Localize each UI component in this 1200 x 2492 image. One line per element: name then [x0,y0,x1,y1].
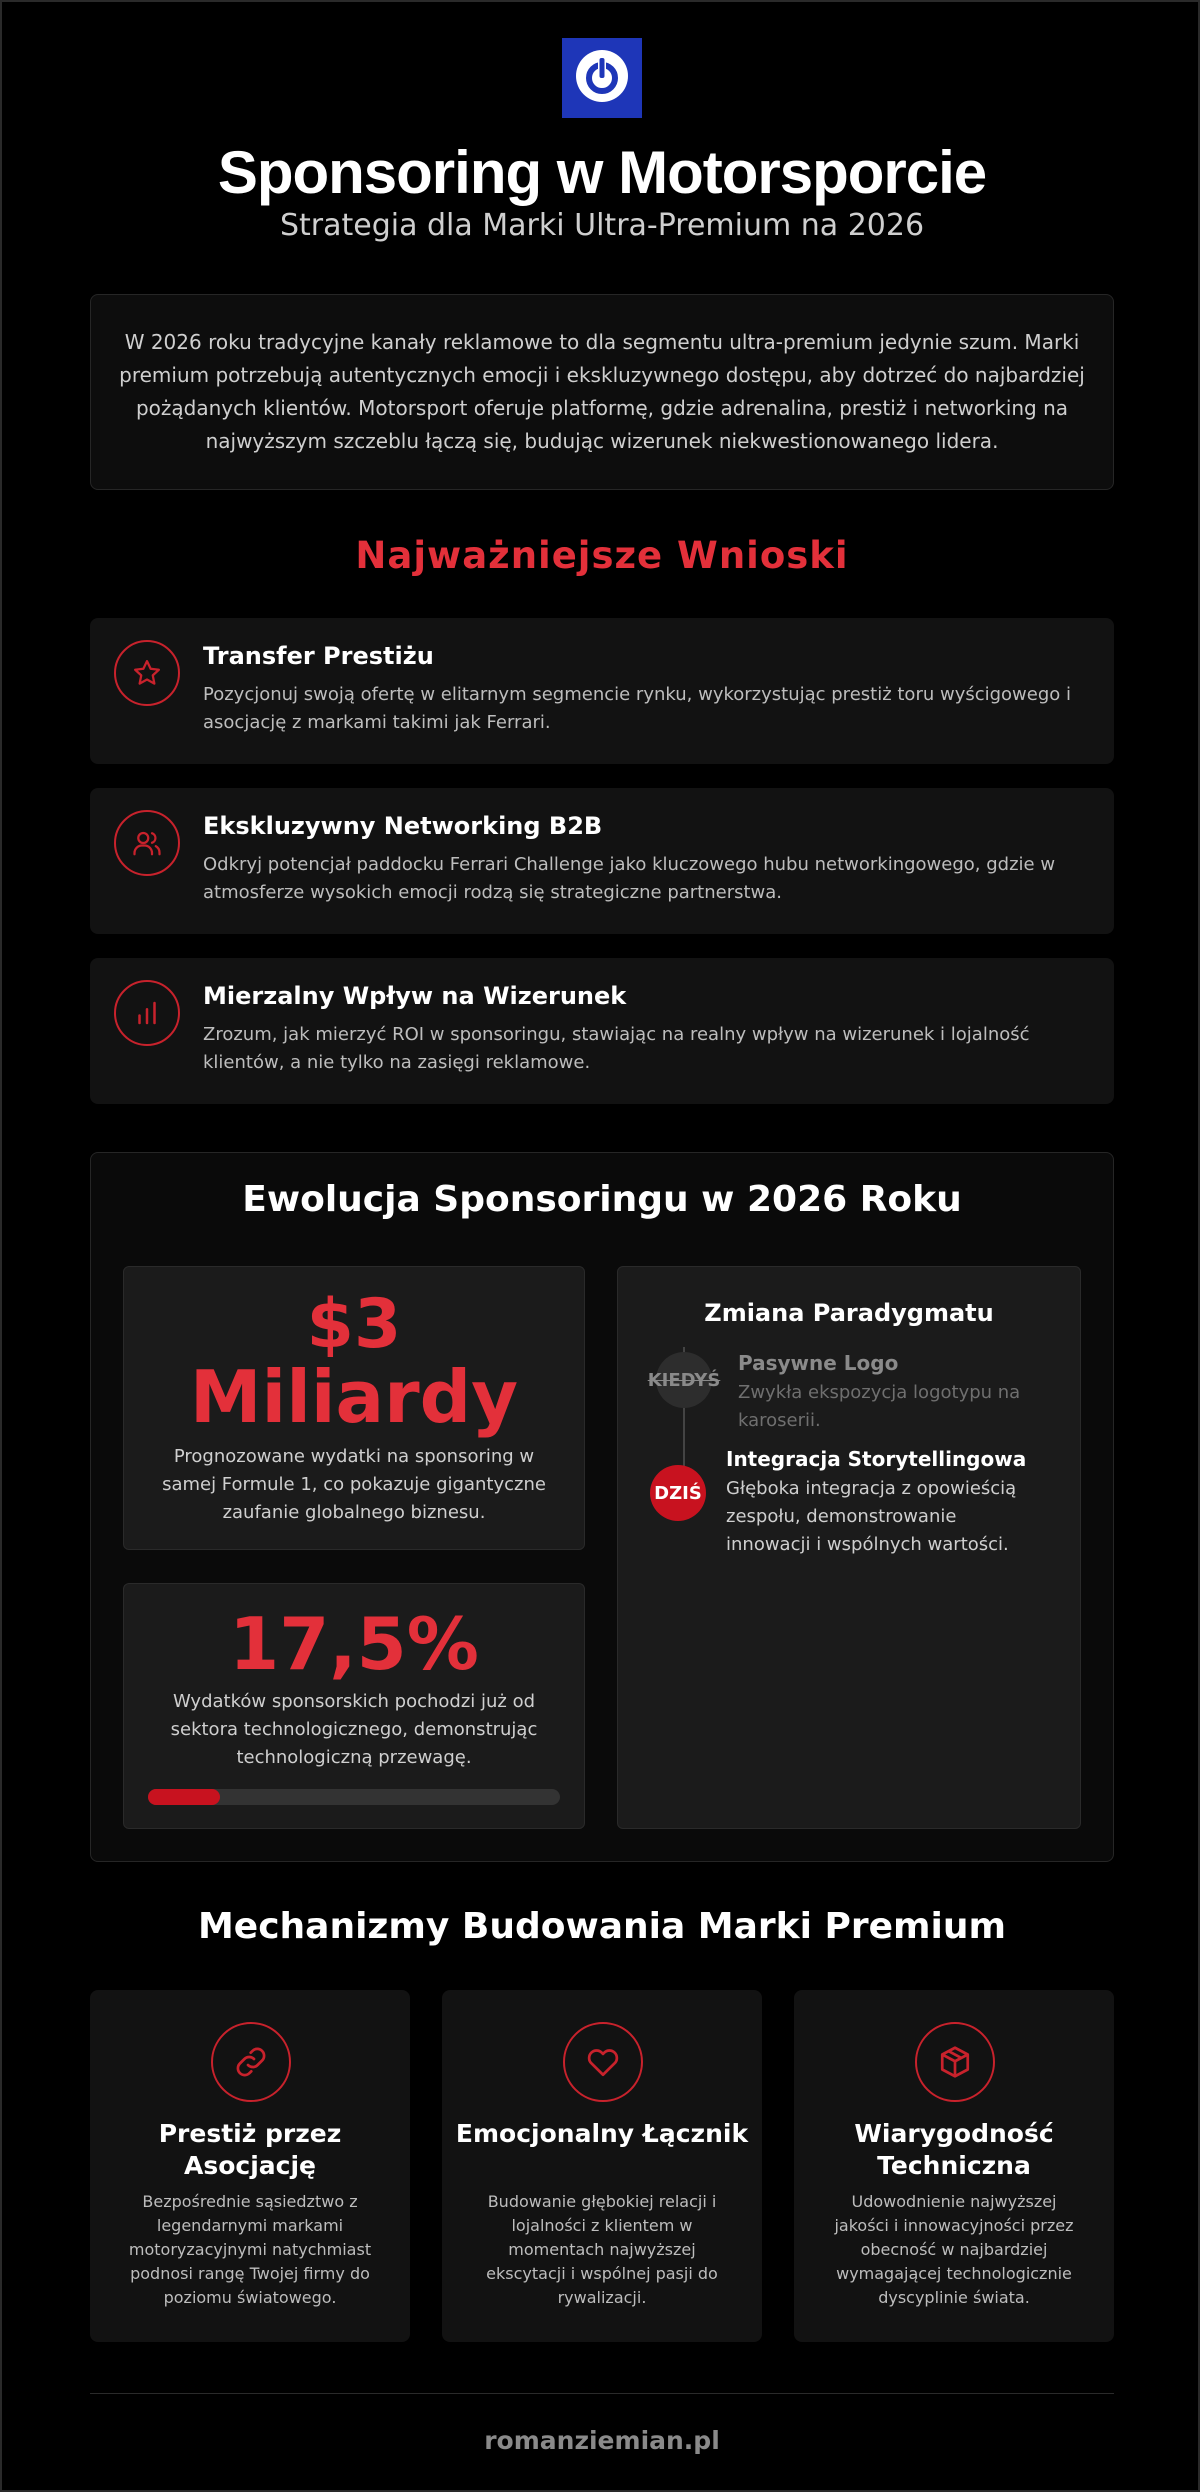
mechanism-text: Budowanie głębokiej relacji i lojalności z klientem w momentach najwyższej ekscytacji i wspólnej pasji do rywalizacji. [486,2192,718,2307]
mechanism-card [794,1990,1114,2342]
page-subtitle: Strategia dla Marki Ultra-Premium na 2026 [279,208,925,243]
finding-card [90,958,1114,1104]
mechanism-text: Udowodnienie najwyższej jakości i innowacyjności przez obecność w najbardziej wymagającej technologicznie dyscyplinie świata. [834,2192,1074,2307]
link-icon [211,2022,291,2102]
before-title: Pasywne Logo [738,1351,899,1375]
paradigm-card [617,1266,1081,1829]
now-text: Głęboka integracja z opowieścią zespołu, demonstrowanie innowacji i wspólnych wartości. [726,1478,1017,1555]
mechanism-title: Prestiż przez Asocjację [158,2119,342,2180]
brand-logo [562,38,642,118]
badge-now: DZIŚ [650,1465,706,1521]
stat-value-line1: $3 [306,1285,402,1364]
finding-title: Mierzalny Wpływ na Wizerunek [203,982,627,1010]
mechanism-card [90,1990,410,2342]
mechanism-title: Emocjonalny Łącznik [455,2119,749,2148]
evolution-section [90,1152,1114,1862]
footer-divider [90,2393,1114,2394]
finding-text: Zrozum, jak mierzyć ROI w sponsoringu, stawiając na realny wpływ na wizerunek i lojalność klientów, a nie tylko na zasięgi reklamowe. [203,1024,1030,1073]
evolution-heading: Ewolucja Sponsoringu w 2026 Roku [242,1179,962,1220]
heart-icon [563,2022,643,2102]
intro-text: W 2026 roku tradycyjne kanały reklamowe to dla segmentu ultra-premium jedynie szum. Marki premium potrzebują autentycznych emocji i ekskluzywnego dostępu, aby dotrzeć do najbardziej pożądanych klientów. Motorsport oferuje platformę, gdzie adrenalina, prestiż i networking na najwyższym szczeblu łączą się, budując wizerunek niekwestionowanego lidera. [119,330,1085,453]
stat-card-spend [123,1266,585,1550]
stat-description: Prognozowane wydatki na sponsoring w samej Formule 1, co pokazuje gigantyczne zaufanie globalnego biznesu. [162,1446,546,1523]
power-icon [574,48,630,108]
mechanism-text: Bezpośrednie sąsiedztwo z legendarnymi markami motoryzacyjnymi natychmiast podnosi rangę Twojej firmy do poziomu światowego. [128,2192,372,2307]
progress-bar [148,1789,560,1805]
progress-bar-fill [148,1789,220,1805]
mechanism-card [442,1990,762,2342]
footer-link[interactable]: romanziemian.pl [484,2426,720,2455]
mechanism-title: Wiarygodność Techniczna [854,2119,1054,2180]
now-title: Integracja Storytellingowa [726,1447,1027,1471]
finding-card [90,788,1114,934]
intro-box [90,294,1114,490]
paradigm-heading: Zmiana Paradygmatu [704,1299,994,1327]
users-icon [114,810,180,876]
finding-card [90,618,1114,764]
finding-title: Ekskluzywny Networking B2B [203,812,603,840]
page-title: Sponsoring w Motorsporcie [217,139,987,206]
star-icon [114,640,180,706]
bar-chart-icon [114,980,180,1046]
finding-text: Pozycjonuj swoją ofertę w elitarnym segmencie rynku, wykorzystując prestiż toru wyścigowego i asocjację z markami takimi jak Ferrari. [203,684,1072,733]
finding-title: Transfer Prestiżu [203,642,434,670]
stat-value-line2: Miliardy [189,1355,519,1439]
finding-text: Odkryj potencjał paddocku Ferrari Challenge jako kluczowego hubu networkingowego, gdzie w atmosferze wysokich emocji rodzą się strategiczne partnerstwa. [203,854,1056,903]
mechanisms-heading: Mechanizmy Budowania Marki Premium [197,1906,1007,1947]
stat-value: 17,5% [229,1602,479,1686]
key-findings-heading: Najważniejsze Wnioski [355,534,849,577]
cube-icon [915,2022,995,2102]
stat-card-tech [123,1583,585,1829]
stat-description: Wydatków sponsorskich pochodzi już od sektora technologicznego, demonstrując technologiczną przewagę. [170,1691,538,1768]
before-text: Zwykła ekspozycja logotypu na karoserii. [738,1382,1021,1431]
badge-before: KIEDYŚ [656,1352,712,1408]
